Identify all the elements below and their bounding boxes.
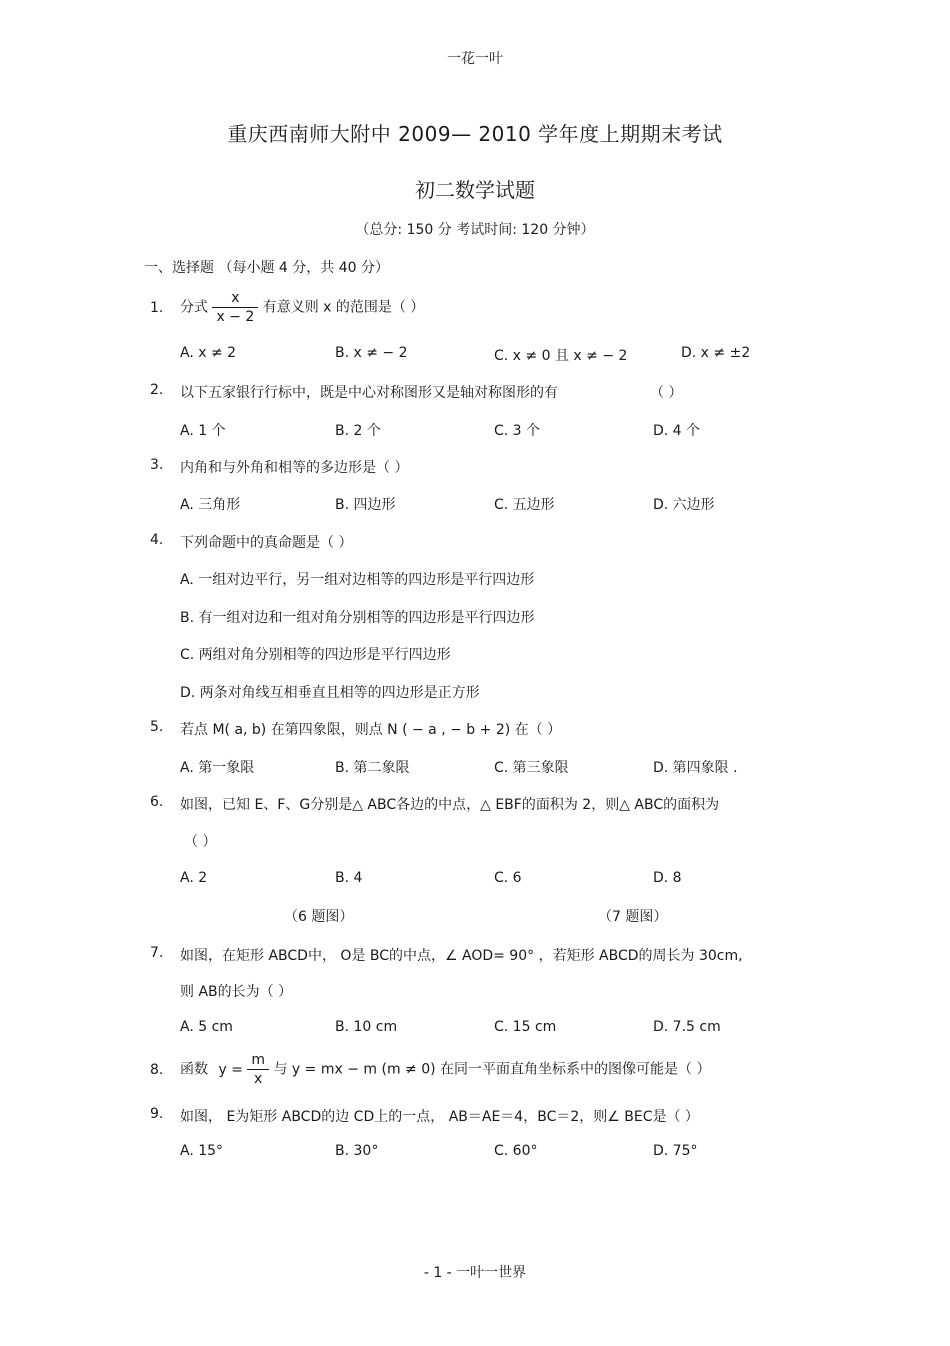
option-c: C. 3 个: [494, 423, 541, 439]
fraction-numerator: m: [251, 1052, 266, 1068]
option-d: D. 7.5 cm: [653, 1019, 721, 1035]
option-d: D. 4 个: [653, 423, 701, 439]
option-b: B. 2 个: [335, 423, 381, 439]
question-text: 如图，在矩形 ABCD中， O是 BC的中点，∠ AOD= 90° ，若矩形 ABCD的周长为 30cm,: [180, 948, 743, 964]
fraction-denominator: x − 2: [212, 307, 258, 326]
figure-7-caption: （7 题图）: [598, 909, 668, 925]
option-a: A. 三角形: [180, 497, 241, 513]
question-text-continued: 则 AB的长为（ ）: [180, 984, 293, 1000]
fraction: [212, 289, 258, 326]
option-b: B. x ≠ − 2: [335, 345, 408, 361]
option-c: C. 15 cm: [494, 1019, 557, 1035]
question-text: [180, 289, 424, 326]
option-d: D. 第四象限 .: [653, 760, 738, 776]
question-text: 如图， E为矩形 ABCD的边 CD上的一点， AB＝AE＝4，BC＝2，则∠ BEC是（ ）: [180, 1109, 699, 1125]
option-a: A. x ≠ 2: [180, 345, 237, 361]
question-prefix: 分式: [180, 299, 208, 316]
option-c: C. 五边形: [494, 497, 555, 513]
option-a: A. 一组对边平行，另一组对边相等的四边形是平行四边形: [180, 572, 535, 588]
fraction: [247, 1051, 269, 1088]
exam-title: 重庆西南师大附中 2009— 2010 学年度上期期末考试: [227, 122, 723, 146]
question-number: 9.: [150, 1106, 164, 1122]
question-text: 以下五家银行行标中，既是中心对称图形又是轴对称图形的有: [180, 385, 558, 401]
option-a: A. 15°: [180, 1143, 224, 1159]
option-a: A. 1 个: [180, 423, 226, 439]
question-number: 7.: [150, 945, 164, 961]
option-b: B. 30°: [335, 1143, 379, 1159]
option-c: C. 60°: [494, 1143, 538, 1159]
option-d: D. 75°: [653, 1143, 698, 1159]
option-d: D. 六边形: [653, 497, 715, 513]
question-suffix: 有意义则 x 的范围是（ ）: [262, 299, 425, 316]
answer-paren: （ ）: [184, 834, 217, 850]
score-time-line: （总分: 150 分 考试时间: 120 分钟）: [355, 222, 595, 238]
option-d: D. x ≠ ±2: [681, 345, 751, 361]
section-heading: 一、选择题 （每小题 4 分，共 40 分）: [144, 260, 389, 276]
option-c: C. 两组对角分别相等的四边形是平行四边形: [180, 647, 451, 663]
option-c: C. 第三象限: [494, 760, 569, 776]
figure-6-caption: （6 题图）: [284, 909, 354, 925]
option-b: B. 第二象限: [335, 760, 410, 776]
option-d: D. 两条对角线互相垂直且相等的四边形是正方形: [180, 685, 480, 701]
fraction-numerator: x: [231, 290, 240, 306]
exam-subtitle: 初二数学试题: [415, 178, 535, 202]
question-number: 1.: [150, 300, 164, 316]
question-text: 下列命题中的真命题是（ ）: [180, 535, 353, 551]
option-a: A. 2: [180, 870, 208, 886]
question-text: 若点 M( a, b) 在第四象限，则点 N ( − a , − b + 2) 在（ ）: [180, 722, 562, 738]
option-b: B. 4: [335, 870, 363, 886]
option-d: D. 8: [653, 870, 682, 886]
option-a: A. 5 cm: [180, 1019, 233, 1035]
question-number: 3.: [150, 457, 164, 473]
option-b: B. 四边形: [335, 497, 396, 513]
question-prefix: 函数: [180, 1061, 208, 1078]
equation-lhs: y =: [218, 1061, 243, 1078]
question-text: [180, 1051, 710, 1088]
option-a: A. 第一象限: [180, 760, 255, 776]
fraction-denominator: x: [247, 1069, 269, 1088]
option-c: C. 6: [494, 870, 522, 886]
question-text: 内角和与外角和相等的多边形是（ ）: [180, 460, 409, 476]
option-c: C. x ≠ 0 且 x ≠ − 2: [494, 348, 628, 364]
question-text: 如图，已知 E、F、G分别是△ ABC各边的中点，△ EBF的面积为 2，则△ ABC的面积为: [180, 797, 720, 813]
question-suffix: 与 y = mx − m (m ≠ 0) 在同一平面直角坐标系中的图像可能是（ ）: [273, 1061, 711, 1078]
question-number: 5.: [150, 719, 164, 735]
answer-paren: （ ）: [650, 385, 683, 401]
question-number: 4.: [150, 532, 164, 548]
page-footer: - 1 - 一叶一世界: [423, 1265, 527, 1281]
option-b: B. 有一组对边和一组对角分别相等的四边形是平行四边形: [180, 610, 535, 626]
question-number: 2.: [150, 382, 164, 398]
question-number: 8.: [150, 1062, 164, 1078]
option-b: B. 10 cm: [335, 1019, 398, 1035]
question-number: 6.: [150, 794, 164, 810]
page-header: 一花一叶: [447, 51, 503, 67]
